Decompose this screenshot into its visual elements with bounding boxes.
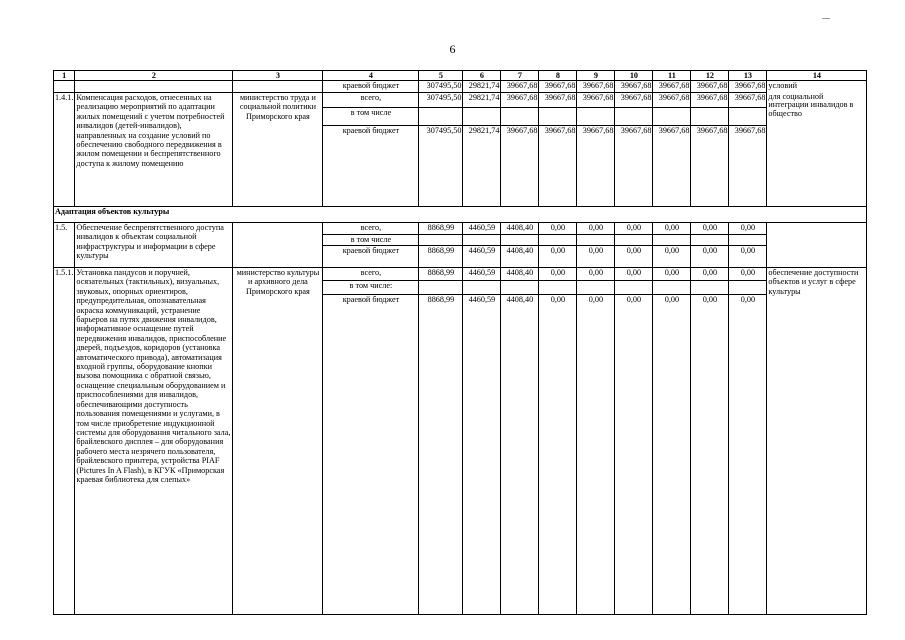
value-cell: 39667,68 [577, 126, 615, 207]
col-header: 10 [615, 71, 653, 81]
value-cell: 0,00 [691, 295, 729, 615]
finance-label: всего, [323, 93, 419, 108]
value-cell: 29821,74 [463, 126, 501, 207]
item-executor: министерство культуры и архивного дела Приморского края [233, 268, 323, 615]
value-cell: 29821,74 [463, 81, 501, 93]
value-cell: 39667,68 [577, 81, 615, 93]
value-cell: 4408,40 [501, 268, 539, 281]
value-cell: 0,00 [577, 246, 615, 268]
value-cell: 8868,99 [419, 223, 463, 235]
value-cell: 39667,68 [501, 93, 539, 108]
value-cell: 8868,99 [419, 246, 463, 268]
value-cell: 4408,40 [501, 246, 539, 268]
value-cell: 0,00 [653, 223, 691, 235]
value-cell: 39667,68 [501, 81, 539, 93]
col-header: 11 [653, 71, 691, 81]
value-cell: 0,00 [653, 295, 691, 615]
value-cell: 0,00 [539, 268, 577, 281]
value-cell: 0,00 [729, 246, 767, 268]
value-cell: 0,00 [691, 246, 729, 268]
value-cell: 307495,50 [419, 81, 463, 93]
finance-label: в том числе [323, 108, 419, 126]
value-cell: 39667,68 [691, 126, 729, 207]
value-cell: 39667,68 [729, 81, 767, 93]
value-cell: 39667,68 [729, 126, 767, 207]
col-header: 14 [767, 71, 867, 81]
value-cell: 39667,68 [539, 81, 577, 93]
item-executor: министерство труда и социальной политики Приморского края [233, 93, 323, 207]
item-name: Обеспечение беспрепятственного доступа инвалидов к объектам социальной инфраструктуры и информации в сфере культуры [75, 223, 233, 268]
col-header: 13 [729, 71, 767, 81]
value-cell: 39667,68 [729, 93, 767, 108]
program-table [53, 70, 867, 615]
value-cell: 39667,68 [615, 93, 653, 108]
table-row [54, 268, 867, 281]
value-cell: 39667,68 [615, 81, 653, 93]
finance-label: всего, [323, 268, 419, 281]
finance-label: в том числе [323, 235, 419, 246]
finance-label: краевой бюджет [323, 126, 419, 207]
table-row [54, 81, 867, 93]
budget-label: краевой бюджет [323, 81, 419, 93]
section-title: Адаптация объектов культуры [54, 207, 867, 223]
value-cell: 0,00 [729, 268, 767, 281]
value-cell: 0,00 [691, 268, 729, 281]
page-number: 6 [449, 42, 456, 56]
value-cell: 4460,59 [463, 295, 501, 615]
scan-mark [822, 18, 830, 19]
value-cell: 4460,59 [463, 268, 501, 281]
col-header: 9 [577, 71, 615, 81]
finance-label: краевой бюджет [323, 295, 419, 615]
value-cell: 0,00 [615, 268, 653, 281]
value-cell: 39667,68 [615, 126, 653, 207]
col-header: 3 [233, 71, 323, 81]
col-header: 4 [323, 71, 419, 81]
value-cell: 39667,68 [539, 126, 577, 207]
value-cell: 307495,50 [419, 93, 463, 108]
value-cell: 4460,59 [463, 223, 501, 235]
item-number: 1.5.1. [54, 268, 75, 615]
value-cell: 8868,99 [419, 295, 463, 615]
value-cell: 0,00 [729, 295, 767, 615]
table-row [54, 93, 867, 108]
item-name: Компенсация расходов, отнесенных на реализацию мероприятий по адаптации жилых помещений с учетом потребностей инвалидов (детей-инвалидов), направленных на создание условий по обеспечению свободного передвижения в жилом помещении и беспрепятственного доступа к жилому помещению [75, 93, 233, 207]
finance-label: краевой бюджет [323, 246, 419, 268]
value-cell: 39667,68 [653, 126, 691, 207]
value-cell: 4408,40 [501, 295, 539, 615]
value-cell: 0,00 [539, 246, 577, 268]
result-cell: условий [767, 81, 867, 93]
value-cell: 39667,68 [653, 81, 691, 93]
value-cell: 39667,68 [539, 93, 577, 108]
item-number: 1.5. [54, 223, 75, 268]
value-cell: 29821,74 [463, 93, 501, 108]
result-cell: для социальной интеграции инвалидов в общество [767, 93, 867, 207]
section-row [54, 207, 867, 223]
finance-label: в том числе: [323, 281, 419, 295]
value-cell: 39667,68 [691, 93, 729, 108]
value-cell: 4460,59 [463, 246, 501, 268]
value-cell: 39667,68 [653, 93, 691, 108]
value-cell: 39667,68 [691, 81, 729, 93]
value-cell: 4408,40 [501, 223, 539, 235]
value-cell: 39667,68 [501, 126, 539, 207]
item-name: Установка пандусов и поручней, осязательных (тактильных), визуальных, звуковых, опорных ориентиров, предупредительная, опознавательная окраска коммуникаций, устранение барьеров на путях движения инвалидов, информативное оснащение путей передвижения инвалидов, приспособление дверей, подъездов, коридоров (установка автоматического привода), автоматизация входной группы, оборудование кнопки вызова помощника с обратной связью, оснащение специальным оборудованием и приспособлениями для инвалидов, обеспечивающими доступность пользования помещениями и услугами, в том числе приобретение индукционной системы для оборудования читального зала, брайлевского дисплея – для оборудования рабочего места незрячего пользователя, брайлевского принтера, устройства PIAF (Pictures In A Flash), в КГУК «Приморская краевая библиотека для слепых» [75, 268, 233, 615]
col-header: 7 [501, 71, 539, 81]
col-header: 1 [54, 71, 75, 81]
col-header: 12 [691, 71, 729, 81]
col-header: 2 [75, 71, 233, 81]
col-header: 6 [463, 71, 501, 81]
value-cell: 0,00 [653, 246, 691, 268]
table-row [54, 223, 867, 235]
value-cell: 0,00 [729, 223, 767, 235]
table-header-row [54, 71, 867, 81]
col-header: 5 [419, 71, 463, 81]
result-cell: обеспечение доступности объектов и услуг в сфере культуры [767, 268, 867, 615]
finance-label: всего, [323, 223, 419, 235]
value-cell: 8868,99 [419, 268, 463, 281]
value-cell: 0,00 [539, 295, 577, 615]
value-cell: 39667,68 [577, 93, 615, 108]
value-cell: 0,00 [653, 268, 691, 281]
value-cell: 0,00 [577, 268, 615, 281]
value-cell: 0,00 [615, 295, 653, 615]
value-cell: 0,00 [539, 223, 577, 235]
value-cell: 307495,50 [419, 126, 463, 207]
value-cell: 0,00 [615, 246, 653, 268]
value-cell: 0,00 [691, 223, 729, 235]
item-number: 1.4.1. [54, 93, 75, 207]
value-cell: 0,00 [577, 295, 615, 615]
value-cell: 0,00 [615, 223, 653, 235]
col-header: 8 [539, 71, 577, 81]
value-cell: 0,00 [577, 223, 615, 235]
